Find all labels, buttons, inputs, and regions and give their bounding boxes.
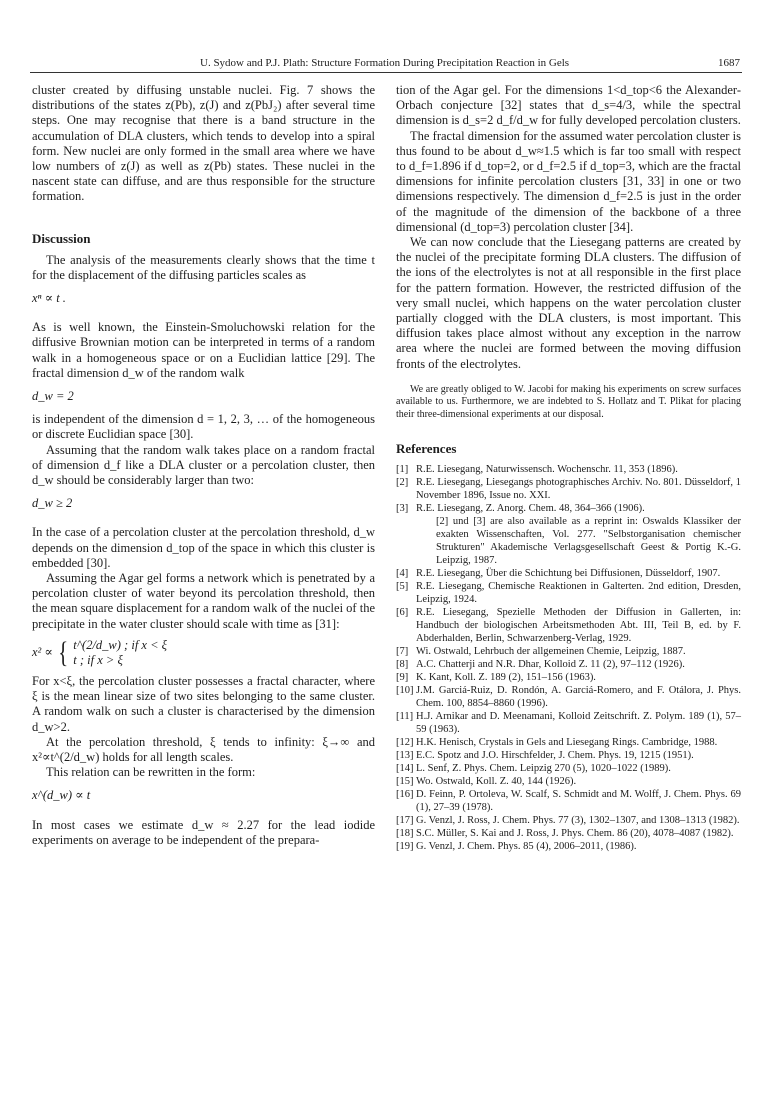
reference-text: H.K. Henisch, Crystals in Gels and Liesegang Rings. Cambridge, 1988. [416,737,718,749]
reference-number: [15] [396,776,414,788]
reference-item [396,840,741,853]
reference-item [396,814,741,827]
reference-item [396,710,741,736]
reference-item [396,658,741,671]
section-heading-references: References [396,441,457,457]
paragraph: Assuming that the random walk takes place on a random fractal of dimension d_f like a DLA cluster or a percolation cluster, then d_w should be considerably larger than two: [32,442,375,488]
reference-text: E.C. Spotz and J.O. Hirschfelder, J. Chem. Phys. 19, 1215 (1951). [416,750,694,762]
page-number: 1687 [718,57,740,69]
reference-number: [16] [396,789,414,801]
paragraph: is independent of the dimension d = 1, 2, 3, … of the homogeneous or discrete Euclidian space [30]. [32,412,375,442]
left-column [32,83,375,848]
reference-text: H.J. Arnikar and D. Meenamani, Kolloid Zeitschrift. Z. Polym. 189 (1), 57–59 (1963). [416,711,741,736]
reference-text: S.C. Müller, S. Kai and J. Ross, J. Phys. Chem. 86 (20), 4078–4087 (1982). [416,828,734,840]
reference-item [396,736,741,749]
reference-text: K. Kant, Koll. Z. 189 (2), 151–156 (1963). [416,672,596,684]
reference-text: A.C. Chatterji and N.R. Dhar, Kolloid Z. 11 (2), 97–112 (1926). [416,659,685,671]
running-title: U. Sydow and P.J. Plath: Structure Formation During Precipitation Reaction in Gels [200,57,570,69]
reference-text: G. Venzl, J. Ross, J. Chem. Phys. 77 (3), 1302–1307, and 1308–1313 (1982). [416,815,740,827]
reference-number: [14] [396,763,414,775]
reference-number: [18] [396,828,414,840]
reference-text: J.M. Garciá-Ruiz, D. Rondón, A. Garciá-Romero, and F. Otálora, J. Phys. Chem. 100, 8854–8860 (1996). [416,685,741,710]
reference-number: [6] [396,607,409,619]
paragraph: As is well known, the Einstein-Smoluchowski relation for the diffusive Brownian motion can be interpreted in terms of a random walk in a homogeneous space or on a Euclidian lattice [29]. The fractal dimension d_w of the random walk [32,320,375,380]
reference-item [396,762,741,775]
reference-text: Wo. Ostwald, Koll. Z. 40, 144 (1926). [416,776,577,788]
equation-cases [32,632,375,674]
paragraph: Assuming the Agar gel forms a network which is penetrated by a percolation cluster of water beyond its percolation threshold, then the mean square displacement for a random walk of the nuclei of the precipitate in the water cluster should scale with time as [31]: [32,571,375,631]
reference-number: [5] [396,581,409,593]
paragraph: cluster created by diffusing unstable nuclei. Fig. 7 shows the distributions of the states z(Pb), z(J) and z(PbJ₂) after several time steps. One may recognise that there is a band structure in the accumulation of DLA clusters, which tends to develop into a spiral form. New nuclei are only formed in the small area where we have low numbers of z(J) as well as z(Pb) states. These nuclei in the nascent state can diffuse, and are thus responsible for the structure formation. [32,83,375,204]
reference-number: [11] [396,711,414,723]
reference-number: [17] [396,815,414,827]
equation: x^(d_w) ∝ t [32,788,91,803]
brace-symbol: { [58,635,69,669]
reference-item [396,775,741,788]
reference-item [396,580,741,606]
reference-item [396,645,741,658]
reference-number: [4] [396,568,409,580]
reference-text: [2] und [3] are also available as a reprint in: Oswalds Klassiker der exakten Wissenschaften, Vol. 277. "Selbstorganisation chemischer Strukturen" Akademische Verlagsgesellschaft Geest & Portig K.-G. Leipzig, 1987. [436,516,741,567]
reference-number: [13] [396,750,414,762]
reference-item [396,671,741,684]
paragraph: In the case of a percolation cluster at the percolation threshold, d_w depends on the dimension d_top of the space in which this cluster is embedded [30]. [32,525,375,570]
paragraph: For x<ξ, the percolation cluster possesses a fractal character, where ξ is the mean linear size of two sites belonging to the same cluster. A random walk on such a cluster is characterised by the dimension d_w>2. [32,673,375,734]
reference-text: R.E. Liesegang, Z. Anorg. Chem. 48, 364–366 (1906). [416,503,645,515]
reference-item [396,827,741,840]
reference-text: L. Senf, Z. Phys. Chem. Leipzig 270 (5), 1020–1022 (1989). [416,763,671,775]
equation: d_w = 2 [32,389,74,404]
paragraph: We can now conclude that the Liesegang patterns are created by the nuclei of the precipitate forming DLA clusters. The diffusion of the ions of the electrolytes is not at all responsible in the first place for the pattern formation. However, the restricted diffusion of the very small nuclei, which happens on the water percolation cluster partially clogged with the DLA clusters, is most important. This diffusion takes place almost without any exception in the narrow area where the nuclei are formed between the moving diffusion fronts of the electrolytes. [396,235,741,371]
reference-text: R.E. Liesegang, Spezielle Methoden der Diffusion in Gallerten, in: Handbuch der biologischen Arbeitsmethoden Abt. III, Teil B, ed. by F. Abderhalden, Berlin, Schwarzenberg-Verlag, 1929. [416,607,741,645]
equation-case: t ; if x > ξ [73,652,123,667]
equation-case: t^(2/d_w) ; if x < ξ [73,637,167,652]
reference-number: [7] [396,646,409,658]
reference-text: D. Feinn, P. Ortoleva, W. Scalf, S. Schmidt and M. Wolff, J. Chem. Phys. 69 (1), 27–39 (1978). [416,789,741,814]
reference-item [396,606,741,645]
reference-list [396,463,741,853]
right-column [396,83,741,853]
reference-item [396,684,741,710]
reference-item [396,476,741,502]
reference-item [396,788,741,814]
reference-number: [19] [396,841,414,853]
reference-number: [9] [396,672,409,684]
reference-text: R.E. Liesegang, Naturwissensch. Wochenschr. 11, 353 (1896). [416,464,678,476]
equation: xⁿ ∝ t . [32,291,66,306]
acknowledgements: We are greatly obliged to W. Jacobi for making his experiments on screw surfaces available to us. Furthermore, we are indebted to S. Hollatz and T. Plikat for placing their three-dimensional experiments at our disposal. [396,383,741,420]
paragraph: This relation can be rewritten in the form: [46,765,256,780]
reference-item [396,463,741,476]
reference-item [396,567,741,580]
paragraph: In most cases we estimate d_w ≈ 2.27 for the lead iodide experiments on average to be independent of the prepara- [32,817,375,847]
reference-number: [1] [396,464,409,476]
reference-text: G. Venzl, J. Chem. Phys. 85 (4), 2006–2011, (1986). [416,841,637,853]
paragraph: tion of the Agar gel. For the dimensions 1<d_top<6 the Alexander-Orbach conjecture [32] states that d_s=4/3, while the spectral dimension is d_s=2 d_f/d_w for fully developed percolation clusters. [396,83,741,128]
reference-number: [8] [396,659,409,671]
reference-text: Wi. Ostwald, Lehrbuch der allgemeinen Chemie, Leipzig, 1887. [416,646,686,658]
reference-number: [12] [396,737,414,749]
section-heading-discussion: Discussion [32,230,91,246]
reference-number: [10] [396,685,414,697]
reference-item [396,502,741,515]
reference-text: R.E. Liesegang, Über die Schichtung bei Diffusionen, Düsseldorf, 1907. [416,568,721,580]
paragraph: At the percolation threshold, ξ tends to infinity: ξ→∞ and x²∝t^(2/d_w) holds for all length scales. [32,734,375,764]
equation-lhs: x² ∝ [32,645,53,660]
reference-number: [2] [396,477,409,489]
equation: d_w ≥ 2 [32,496,73,511]
reference-item [396,515,741,567]
paragraph: The analysis of the measurements clearly shows that the time t for the displacement of the diffusing particles scales as [32,252,375,282]
paragraph: The fractal dimension for the assumed water percolation cluster is thus found to be about d_w≈1.5 which is far too small with respect to d_f=1.896 if d_top=2, or d_f=2.5 if d_top=3, which are the fractal dimensions for infinite percolation clusters [31, 33] in one or two dimensions respectively. The dimension d_f=2.5 is just in the order of the magnitude of the dimension of the backbone of a three dimensional (d_top=3) percolation cluster [34]. [396,128,741,234]
running-header [30,56,742,73]
reference-text: R.E. Liesegang, Chemische Reaktionen in Galterten. 2nd edition, Dresden, Leipzig, 1924. [416,581,741,606]
reference-number: [3] [396,503,409,515]
reference-item [396,749,741,762]
reference-number [396,515,416,567]
reference-text: R.E. Liesegang, Liesegangs photographisches Archiv. No. 801. Düsseldorf, 1 November 1896, Issue no. XXI. [416,477,741,502]
